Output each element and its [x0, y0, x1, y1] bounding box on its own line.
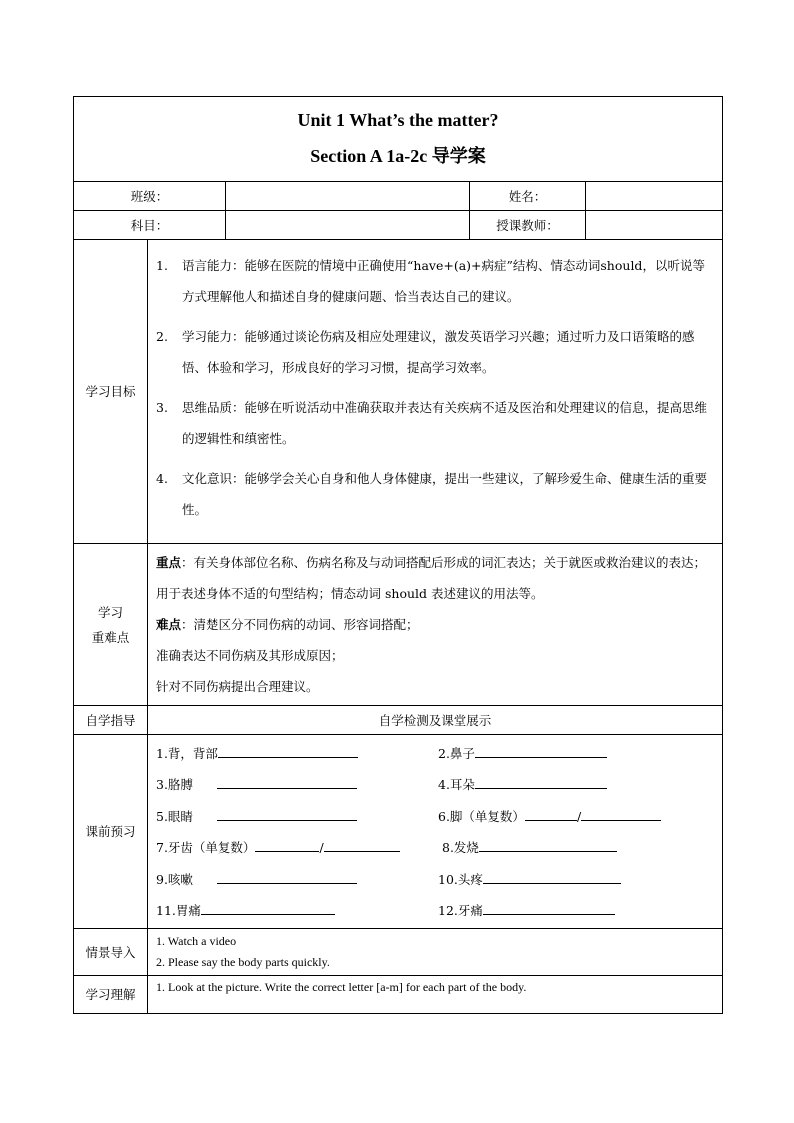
guide-heading: 自学检测及课堂展示 — [148, 706, 723, 735]
objective-number: 4. — [156, 470, 168, 486]
objectives-label: 学习目标 — [74, 240, 148, 544]
preview-row — [156, 863, 714, 895]
answer-blank[interactable] — [217, 871, 357, 884]
answer-blank[interactable] — [475, 776, 607, 789]
preview-item: 8.发烧 — [442, 840, 479, 856]
preview-label: 课前预习 — [74, 735, 148, 929]
preview-item: 7.牙齿（单复数） — [156, 840, 256, 856]
intro-line-2: 2. Please say the body parts quickly. — [156, 955, 330, 969]
objectives-list — [148, 246, 722, 538]
preview-item: 4.耳朵 — [438, 777, 475, 793]
objective-number: 3. — [156, 399, 168, 415]
answer-blank[interactable] — [483, 902, 615, 915]
preview-item: 2.鼻子 — [438, 745, 475, 761]
answer-blank[interactable] — [217, 808, 357, 821]
answer-blank[interactable] — [581, 808, 661, 821]
preview-item: 6.脚（单复数） — [438, 808, 525, 824]
objectives-cell — [148, 240, 723, 544]
preview-item: 5.眼睛 — [156, 808, 193, 824]
preview-grid — [148, 735, 722, 928]
difficulty-label: 难点 — [156, 617, 182, 632]
key-points-label — [74, 544, 148, 706]
class-field[interactable] — [226, 182, 470, 211]
preview-row — [156, 832, 714, 864]
key-points-cell — [148, 544, 723, 706]
answer-blank[interactable] — [479, 839, 617, 852]
difficulty-line-2: 准确表达不同伤病及其形成原因； — [156, 648, 344, 663]
objective-item — [156, 463, 714, 525]
answer-blank[interactable] — [483, 871, 621, 884]
teacher-label: 授课教师： — [470, 211, 586, 240]
answer-blank[interactable] — [217, 776, 357, 789]
slash: / — [319, 840, 324, 856]
preview-item: 11.胃痛 — [156, 903, 201, 919]
understanding-label: 学习理解 — [74, 976, 148, 1014]
understanding-cell — [148, 976, 723, 1014]
title-cell — [74, 97, 723, 182]
objective-item — [156, 321, 714, 383]
preview-item: 3.胳膊 — [156, 777, 193, 793]
intro-line-1: 1. Watch a video — [156, 934, 237, 948]
preview-item: 10.头疼 — [438, 871, 483, 887]
teacher-field[interactable] — [586, 211, 723, 240]
worksheet — [73, 96, 722, 1002]
slash: / — [576, 808, 582, 824]
answer-blank[interactable] — [525, 808, 577, 821]
preview-item: 1.背，背部 — [156, 745, 218, 761]
objective-item — [156, 392, 714, 454]
preview-item: 12.牙痛 — [438, 903, 483, 919]
preview-cell — [148, 735, 723, 929]
worksheet-table — [73, 96, 723, 1014]
objective-item — [156, 250, 714, 312]
subject-field[interactable] — [226, 211, 470, 240]
answer-blank[interactable] — [255, 839, 319, 852]
objective-text: 学习能力：能够通过谈论伤病及相应处理建议，激发英语学习兴趣；通过听力及口语策略的感悟、体验和学习，形成良好的学习习惯，提高学习效率。 — [182, 328, 695, 375]
page-title: Unit 1 What’s the matter? — [297, 110, 499, 131]
answer-blank[interactable] — [324, 839, 400, 852]
page-subtitle: Section A 1a-2c 导学案 — [310, 146, 486, 166]
answer-blank[interactable] — [218, 745, 358, 758]
answer-blank[interactable] — [201, 902, 335, 915]
name-field[interactable] — [586, 182, 723, 211]
intro-cell — [148, 929, 723, 976]
preview-item: 9.咳嗽 — [156, 871, 193, 887]
class-label: 班级： — [74, 182, 226, 211]
difficulty-paragraph — [156, 609, 714, 640]
objective-text: 语言能力：能够在医院的情境中正确使用“have+(a)+病症”结构、情态动词should，以听说等方式理解他人和描述自身的健康问题、恰当表达自己的建议。 — [182, 257, 705, 304]
intro-label: 情景导入 — [74, 929, 148, 976]
guide-label: 自学指导 — [74, 706, 148, 735]
focus-label: 重点 — [156, 555, 182, 570]
objective-number: 1. — [156, 257, 168, 273]
focus-text: ：有关身体部位名称、伤病名称及与动词搭配后形成的词汇表达；关于就医或救治建议的表达；用于表述身体不适的句型结构；情态动词 should 表述建议的用法等。 — [156, 555, 707, 601]
subject-label: 科目： — [74, 211, 226, 240]
key-points-label-line2: 重难点 — [91, 629, 130, 645]
objective-text: 思维品质：能够在听说活动中准确获取并表达有关疾病不适及医治和处理建议的信息，提高思维的逻辑性和缜密性。 — [182, 399, 708, 446]
understanding-line-1: 1. Look at the picture. Write the correct letter [a-m] for each part of the body. — [156, 980, 527, 994]
objective-number: 2. — [156, 328, 168, 344]
answer-blank[interactable] — [475, 745, 607, 758]
focus-paragraph — [156, 547, 714, 609]
name-label: 姓名： — [470, 182, 586, 211]
preview-row — [156, 769, 714, 801]
preview-row — [156, 737, 714, 769]
key-points-label-line1: 学习 — [97, 604, 123, 620]
preview-row — [156, 895, 714, 927]
difficulty-line-3: 针对不同伤病提出合理建议。 — [156, 679, 319, 694]
preview-row — [156, 800, 714, 832]
difficulty-text: ：清楚区分不同伤病的动词、形容词搭配； — [181, 617, 419, 632]
objective-text: 文化意识：能够学会关心自身和他人身体健康，提出一些建议，了解珍爱生命、健康生活的重要性。 — [182, 470, 708, 517]
